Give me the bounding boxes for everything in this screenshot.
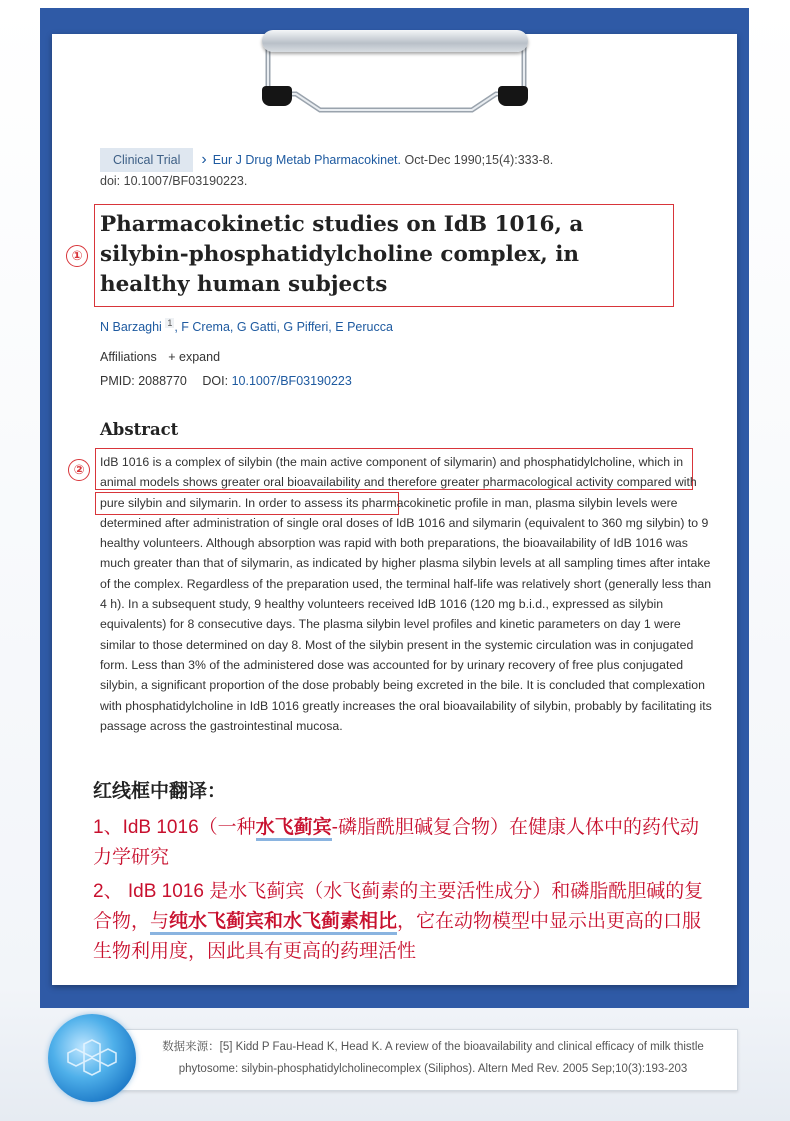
doi-link[interactable]: 10.1007/BF03190223 <box>231 374 352 388</box>
pmid-label: PMID: <box>100 374 135 388</box>
translation-heading: 红线框中翻译： <box>93 781 227 802</box>
translation-1-part-c: -磷脂酰胆碱复合物）在健康人体中的药代动力学研究 <box>93 817 699 868</box>
source-line-2: phytosome: silybin-phosphatidylcholinecomplex (Siliphos). Altern Med Rev. 2005 Sep;10(3):193-203 <box>178 1063 688 1075</box>
clip-bar <box>262 30 528 52</box>
expand-button[interactable]: + expand <box>168 350 221 364</box>
article-meta <box>100 148 710 188</box>
journal-link[interactable]: › Eur J Drug Metab Pharmacokinet. <box>201 153 401 167</box>
translation-2-part-a: 2、 IdB 1016 是水飞蓟宾（水飞蓟素的主要活性成分）和磷脂酰胆碱的复合物， <box>93 881 704 932</box>
translation-1-part-a: 1、IdB 1016（一种 <box>93 817 256 838</box>
doi-line: doi: 10.1007/BF03190223. <box>100 174 248 188</box>
source-citation <box>130 1036 736 1080</box>
translation-1-emphasis: 水飞蓟宾 <box>256 817 332 841</box>
journal-date: Oct-Dec 1990;15(4):333-8. <box>404 153 554 167</box>
translation-2-emphasis: 纯水飞蓟宾和水飞蓟素相比 <box>169 911 397 935</box>
hexagon-molecule-icon <box>48 1014 136 1102</box>
affiliations-row <box>100 350 220 364</box>
clip-tip-right <box>498 86 528 106</box>
pmid-value: 2088770 <box>138 374 187 388</box>
marker-two: ② <box>68 459 90 481</box>
clip-tip-left <box>262 86 292 106</box>
doi-label: DOI: <box>202 374 229 388</box>
author-list <box>100 318 393 334</box>
author-affil-sup[interactable]: 1 <box>167 318 173 328</box>
author-first[interactable]: N Barzaghi <box>100 320 162 335</box>
translation-2-part-b: 与 <box>150 911 169 935</box>
clinical-trial-tag: Clinical Trial <box>100 148 193 172</box>
translation-paragraph-1 <box>93 813 705 873</box>
abstract-heading: Abstract <box>100 420 179 439</box>
identifiers-row <box>100 374 352 388</box>
marker-one: ① <box>66 245 88 267</box>
abstract-text: IdB 1016 is a complex of silybin (the main active component of silymarin) and phosphatidylcholine, which in animal models shows greater oral bioavailability and therefore greater pharmacological activity compared with pure silybin and silymarin. In order to assess its pharmacokinetic profile in man, plasma silybin levels were determined after administration of single oral doses of IdB 1016 and silymarin (equivalent to 360 mg silybin) to 9 healthy volunteers. Although absorption was rapid with both preparations, the bioavailability of IdB 1016 was much greater than that of silymarin, as indicated by higher plasma silybin levels at all sampling times after intake of the complex. Regardless of the preparation used, the terminal half-life was relatively short (generally less than 4 h). In a subsequent study, 9 healthy volunteers received IdB 1016 (120 mg b.i.d., expressed as silybin equivalents) for 8 consecutive days. The plasma silybin level profiles and kinetic parameters on day 1 were similar to those determined on day 8. Most of the silybin present in the systemic circulation was in conjugated form. Less than 3% of the administered dose was accounted for by urinary recovery of free plus conjugated silybin, a significant proportion of the dose probably being excreted in the bile. It is concluded that complexation with phosphatidylcholine in IdB 1016 greatly increases the oral bioavailability of silybin, probably by facilitating its passage across the gastrointestinal mucosa. <box>100 455 712 733</box>
source-line-1: 数据来源：[5] Kidd P Fau-Head K, Head K. A review of the bioavailability and clinical efficacy of milk thistle <box>162 1041 704 1053</box>
article-title: Pharmacokinetic studies on IdB 1016, a silybin-phosphatidylcholine complex, in healthy human subjects <box>100 212 584 297</box>
translation-paragraph-2 <box>93 877 705 967</box>
molecule-badge-icon <box>48 1014 136 1102</box>
author-rest[interactable]: , F Crema, G Gatti, G Pifferi, E Perucca <box>174 320 393 335</box>
translation-2-part-d: ，它在动物模型中显示出更高的口服生物利用度，因此具有更高的药理活性 <box>93 911 702 962</box>
affiliations-label: Affiliations <box>100 350 157 364</box>
